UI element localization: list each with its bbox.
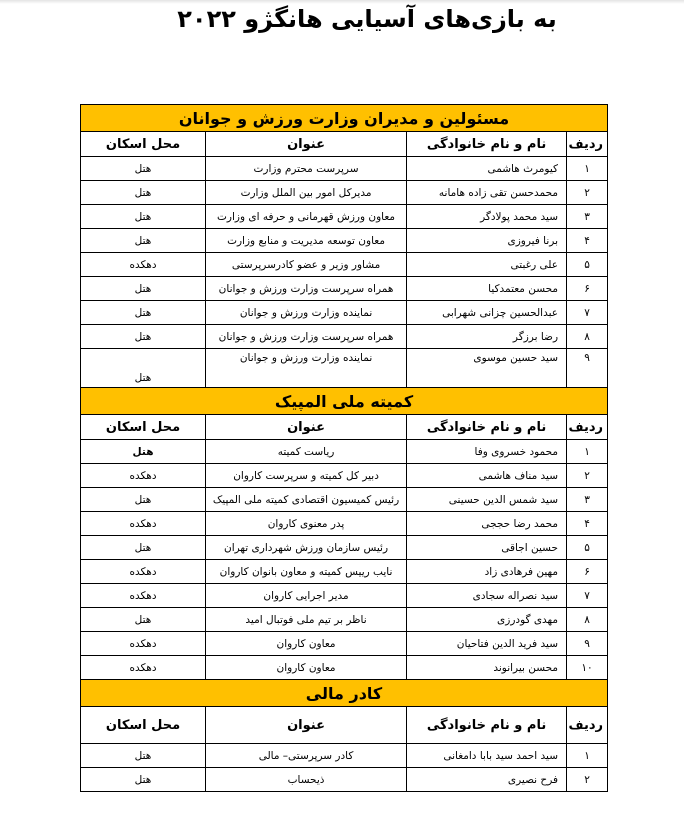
- row-title: کادر سرپرستی– مالی: [206, 744, 407, 768]
- row-index: ۹: [567, 632, 608, 656]
- row-index: ۹: [567, 349, 608, 388]
- row-title: معاون ورزش قهرمانی و حرفه ای وزارت: [206, 205, 407, 229]
- row-title: نماینده وزارت ورزش و جوانان: [206, 349, 407, 388]
- row-title: ناظر بر تیم ملی فوتبال امید: [206, 608, 407, 632]
- row-name: عبدالحسین چزانی شهرابی: [407, 301, 567, 325]
- row-name: محسن معتمدکیا: [407, 277, 567, 301]
- row-title: رئیس کمیسیون اقتصادی کمیته ملی المپیک: [206, 488, 407, 512]
- table-row: [81, 536, 608, 560]
- column-header-row: [81, 707, 608, 744]
- column-header-row: [81, 132, 608, 157]
- row-title: رئیس سازمان ورزش شهرداری تهران: [206, 536, 407, 560]
- row-location: هتل: [81, 440, 206, 464]
- row-location: هتل: [81, 349, 206, 388]
- row-name: فرح نصیری: [407, 768, 567, 792]
- row-name: سید مناف هاشمی: [407, 464, 567, 488]
- row-name: برنا فیروزی: [407, 229, 567, 253]
- table-row: [81, 205, 608, 229]
- row-title: دبیر کل کمیته و سرپرست کاروان: [206, 464, 407, 488]
- row-location: دهکده: [81, 253, 206, 277]
- row-title: پدر معنوی کاروان: [206, 512, 407, 536]
- table-row: [81, 181, 608, 205]
- row-name: مهدی گودرزی: [407, 608, 567, 632]
- row-index: ۵: [567, 253, 608, 277]
- row-name: سید محمد پولادگر: [407, 205, 567, 229]
- column-header-location: محل اسکان: [81, 132, 206, 157]
- row-location: دهکده: [81, 656, 206, 680]
- row-name: محمد رضا حججی: [407, 512, 567, 536]
- row-location: هتل: [81, 325, 206, 349]
- row-name: مهین فرهادی زاد: [407, 560, 567, 584]
- table-row: [81, 560, 608, 584]
- column-header-location: محل اسکان: [81, 707, 206, 744]
- row-title: معاون کاروان: [206, 656, 407, 680]
- row-index: ۴: [567, 229, 608, 253]
- row-title: همراه سرپرست وزارت ورزش و جوانان: [206, 325, 407, 349]
- row-name: محمدحسن تقی زاده هامانه: [407, 181, 567, 205]
- row-title: همراه سرپرست وزارت ورزش و جوانان: [206, 277, 407, 301]
- section-header: [81, 680, 608, 707]
- table-row: [81, 488, 608, 512]
- row-location: هتل: [81, 488, 206, 512]
- column-header-name: نام و نام خانوادگی: [407, 132, 567, 157]
- row-title: سرپرست محترم وزارت: [206, 157, 407, 181]
- table-row: [81, 157, 608, 181]
- row-name: کیومرث هاشمی: [407, 157, 567, 181]
- row-location: دهکده: [81, 632, 206, 656]
- row-location: دهکده: [81, 464, 206, 488]
- row-location: هتل: [81, 301, 206, 325]
- row-index: ۲: [567, 768, 608, 792]
- row-index: ۸: [567, 608, 608, 632]
- row-index: ۲: [567, 181, 608, 205]
- column-header-title: عنوان: [206, 132, 407, 157]
- row-index: ۶: [567, 560, 608, 584]
- row-location: هتل: [81, 608, 206, 632]
- row-name: سید احمد سید بابا دامغانی: [407, 744, 567, 768]
- table-row: [81, 632, 608, 656]
- row-location: هتل: [81, 205, 206, 229]
- table-row: [81, 349, 608, 388]
- roster-table: [80, 104, 608, 792]
- row-location: هتل: [81, 277, 206, 301]
- row-location: هتل: [81, 768, 206, 792]
- table-row: [81, 512, 608, 536]
- row-title: نایب رییس کمیته و معاون بانوان کاروان: [206, 560, 407, 584]
- row-title: مدیر اجرایی کاروان: [206, 584, 407, 608]
- column-header-location: محل اسکان: [81, 415, 206, 440]
- row-name: حسین اجاقی: [407, 536, 567, 560]
- column-header-index: ردیف: [567, 707, 608, 744]
- row-index: ۶: [567, 277, 608, 301]
- row-index: ۱: [567, 157, 608, 181]
- row-name: محمود خسروی وفا: [407, 440, 567, 464]
- row-index: ۷: [567, 301, 608, 325]
- column-header-row: [81, 415, 608, 440]
- row-index: ۷: [567, 584, 608, 608]
- section-header: [81, 105, 608, 132]
- table-row: [81, 584, 608, 608]
- section-header: [81, 388, 608, 415]
- row-name: علی رغبتی: [407, 253, 567, 277]
- row-index: ۳: [567, 488, 608, 512]
- row-name: سید شمس الدین حسینی: [407, 488, 567, 512]
- row-index: ۵: [567, 536, 608, 560]
- row-index: ۳: [567, 205, 608, 229]
- table-row: [81, 464, 608, 488]
- row-location: هتل: [81, 744, 206, 768]
- row-title: نماینده وزارت ورزش و جوانان: [206, 301, 407, 325]
- column-header-title: عنوان: [206, 707, 407, 744]
- row-location: هتل: [81, 181, 206, 205]
- table-row: [81, 229, 608, 253]
- row-title: مشاور وزیر و عضو کادرسرپرستی: [206, 253, 407, 277]
- row-index: ۲: [567, 464, 608, 488]
- row-title: معاون توسعه مدیریت و منابع وزارت: [206, 229, 407, 253]
- row-name: سید فرید الدین فتاحیان: [407, 632, 567, 656]
- row-location: دهکده: [81, 584, 206, 608]
- row-location: هتل: [81, 157, 206, 181]
- row-index: ۴: [567, 512, 608, 536]
- row-title: ریاست کمیته: [206, 440, 407, 464]
- row-name: رضا برزگر: [407, 325, 567, 349]
- section-title: کادر مالی: [81, 680, 608, 707]
- row-location: دهکده: [81, 560, 206, 584]
- column-header-name: نام و نام خانوادگی: [407, 415, 567, 440]
- row-name: سید نصراله سجادی: [407, 584, 567, 608]
- row-index: ۱: [567, 744, 608, 768]
- row-location: دهکده: [81, 512, 206, 536]
- row-title: ذیحساب: [206, 768, 407, 792]
- table-row: [81, 608, 608, 632]
- column-header-name: نام و نام خانوادگی: [407, 707, 567, 744]
- row-location: هتل: [81, 229, 206, 253]
- row-index: ۱: [567, 440, 608, 464]
- table-row: [81, 277, 608, 301]
- row-location: هتل: [81, 536, 206, 560]
- row-index: ۱۰: [567, 656, 608, 680]
- table-row: [81, 253, 608, 277]
- row-name: سید حسین موسوی: [407, 349, 567, 388]
- table-row: [81, 768, 608, 792]
- section-title: مسئولین و مدیران وزارت ورزش و جوانان: [81, 105, 608, 132]
- column-header-index: ردیف: [567, 415, 608, 440]
- table-row: [81, 744, 608, 768]
- table-row: [81, 656, 608, 680]
- row-name: محسن بیرانوند: [407, 656, 567, 680]
- table-row: [81, 325, 608, 349]
- column-header-index: ردیف: [567, 132, 608, 157]
- row-title: مدیرکل امور بین الملل وزارت: [206, 181, 407, 205]
- table-row: [81, 301, 608, 325]
- row-index: ۸: [567, 325, 608, 349]
- table-row: [81, 440, 608, 464]
- section-title: کمیته ملی المپیک: [81, 388, 608, 415]
- document-title: به بازی‌های آسیایی هانگژو ۲۰۲۲: [177, 5, 557, 33]
- column-header-title: عنوان: [206, 415, 407, 440]
- row-title: معاون کاروان: [206, 632, 407, 656]
